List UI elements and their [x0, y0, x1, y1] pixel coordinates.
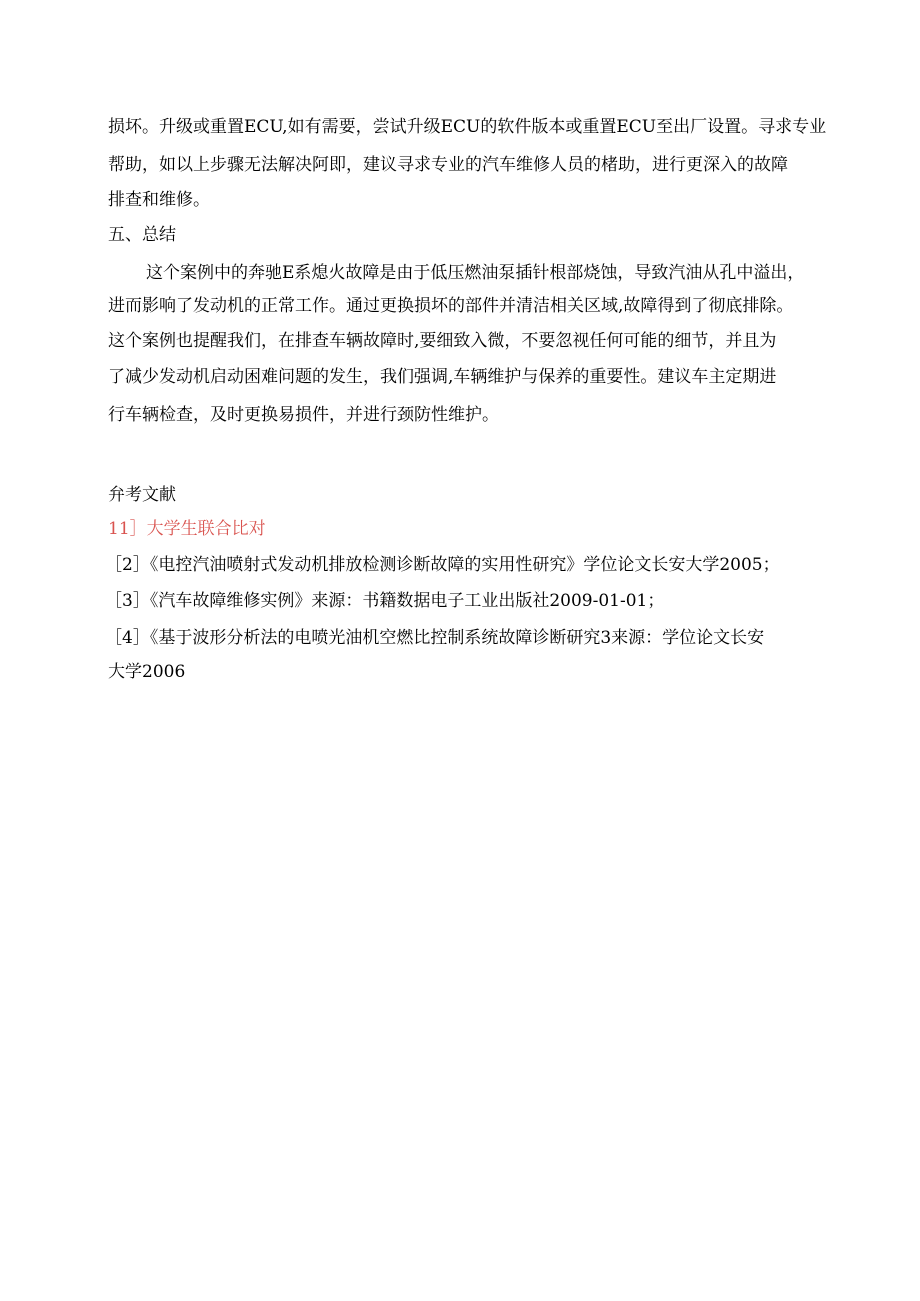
body-text-line: 帮助，如以上步骤无法解决阿即，建议寻求专业的汽车维修人员的楮助，进行更深入的故障 — [108, 155, 788, 175]
reference-item: 11］大学生联合比对 — [108, 519, 266, 539]
section-heading: 五、总结 — [108, 225, 176, 245]
summary-text-line: 这个案例中的奔驰E系熄火故障是由于低压燃油泵插针根部烧蚀，导致汽油从孔中溢出， — [146, 263, 805, 283]
reference-item: ［3］《汽车故障维修实例》来源：书籍数据电子工业出版社2009-01-01； — [105, 591, 665, 611]
references-title: 弁考文献 — [108, 485, 176, 505]
reference-item: 大学2006 — [108, 662, 186, 682]
summary-text-line: 了减少发动机启动困难问题的发生，我们强调,车辆维护与保养的重要性。建议车主定期进 — [108, 367, 777, 387]
body-text-line: 排查和维修。 — [108, 190, 210, 210]
summary-text-line: 行车辆检查，及时更换易损件，并进行颈防性维护。 — [108, 405, 499, 425]
summary-text-line: 进而影响了发动机的正常工作。通过更换损坏的部件并清洁相关区域,故障得到了彻底排除。 — [108, 296, 794, 316]
body-text-line: 损坏。升级或重置ECU,如有需要，尝试升级ECU的软件版本或重置ECU至出厂设置。寻求专业 — [108, 117, 827, 137]
reference-item: ［2］《电控汽油喷射式发动机排放检测诊断故障的实用性研究》学位论文长安大学2005； — [105, 555, 780, 575]
reference-item: ［4］《基于波形分析法的电喷光油机空燃比控制系统故障诊断研究3来源：学位论文长安 — [105, 628, 765, 648]
summary-text-line: 这个案例也提醒我们，在排查车辆故障时,要细致入微，不要忽视任何可能的细节，并且为 — [108, 331, 777, 351]
